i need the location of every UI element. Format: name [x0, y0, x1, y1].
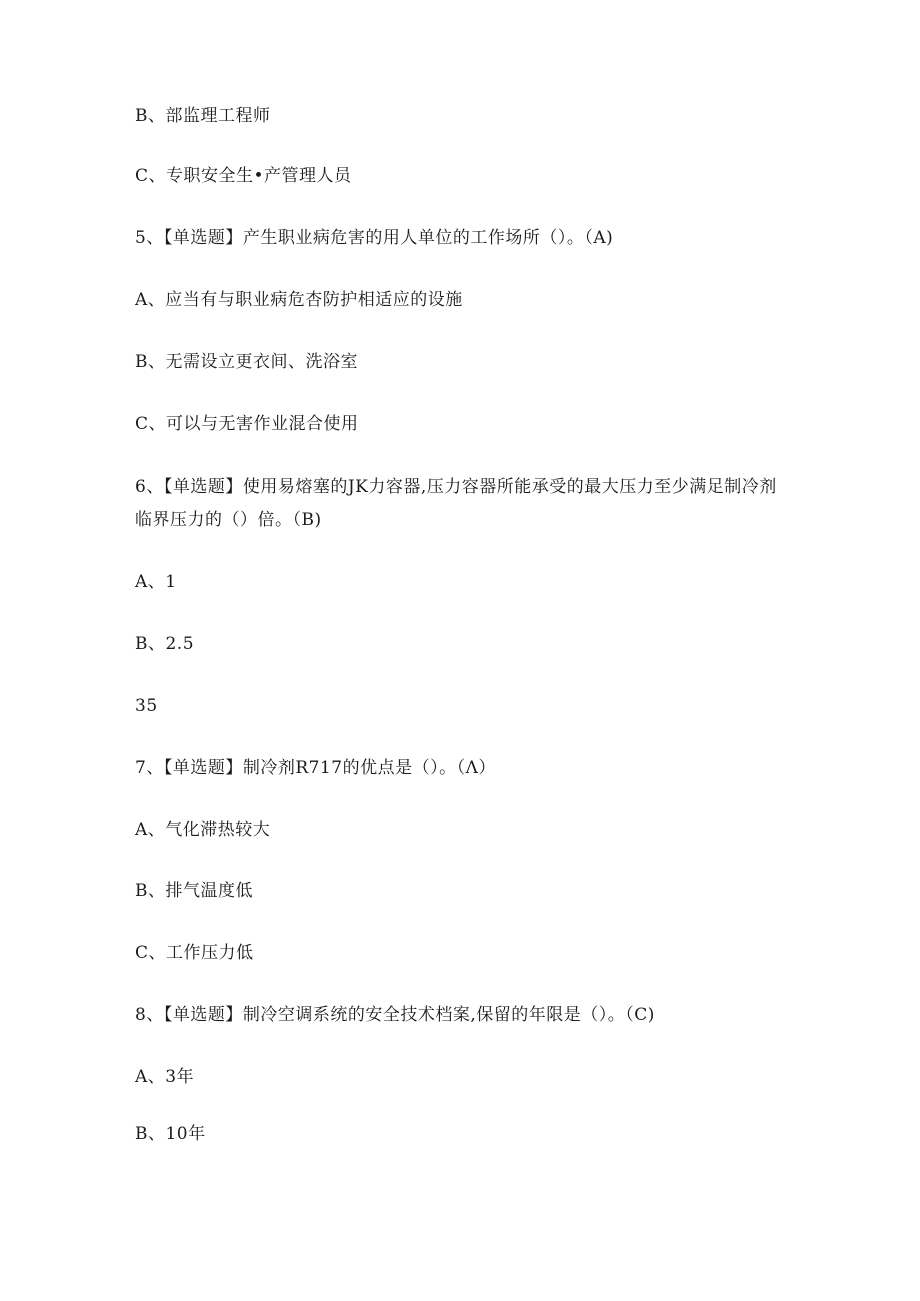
option-a-q5: A、应当有与职业病危杏防护相适应的设施 [135, 290, 463, 310]
question-7: 7、【单选题】制冷剂R717的优点是（）。（Λ） [135, 758, 496, 778]
option-c-q4: C、专职安全生•产管理人员 [135, 166, 352, 186]
option-b-q8: B、10年 [135, 1124, 206, 1144]
option-b-q7: B、排气温度低 [135, 881, 253, 901]
question-5: 5、【单选题】产生职业病危害的用人单位的工作场所（）。（A) [135, 228, 614, 248]
option-b-q4: B、部监理工程师 [135, 106, 271, 126]
option-a-q8: A、3年 [135, 1067, 195, 1087]
question-8: 8、【单选题】制冷空调系统的安全技术档案,保留的年限是（）。（C) [135, 1005, 655, 1025]
option-a-q6: A、1 [135, 572, 177, 592]
option-c-q7: C、工作压力低 [135, 943, 254, 963]
option-a-q7: A、气化滞热较大 [135, 820, 271, 840]
option-b-q5: B、无需设立更衣间、洗浴室 [135, 352, 358, 372]
option-b-q6: B、2.5 [135, 634, 195, 654]
question-6-line-2: 临界压力的（）倍。（B) [135, 510, 322, 530]
option-c-q6: 35 [135, 696, 158, 716]
question-6-line-1: 6、【单选题】使用易熔塞的JK力容器,压力容器所能承受的最大压力至少满足制冷剂 [135, 477, 777, 497]
option-c-q5: C、可以与无害作业混合使用 [135, 414, 359, 434]
